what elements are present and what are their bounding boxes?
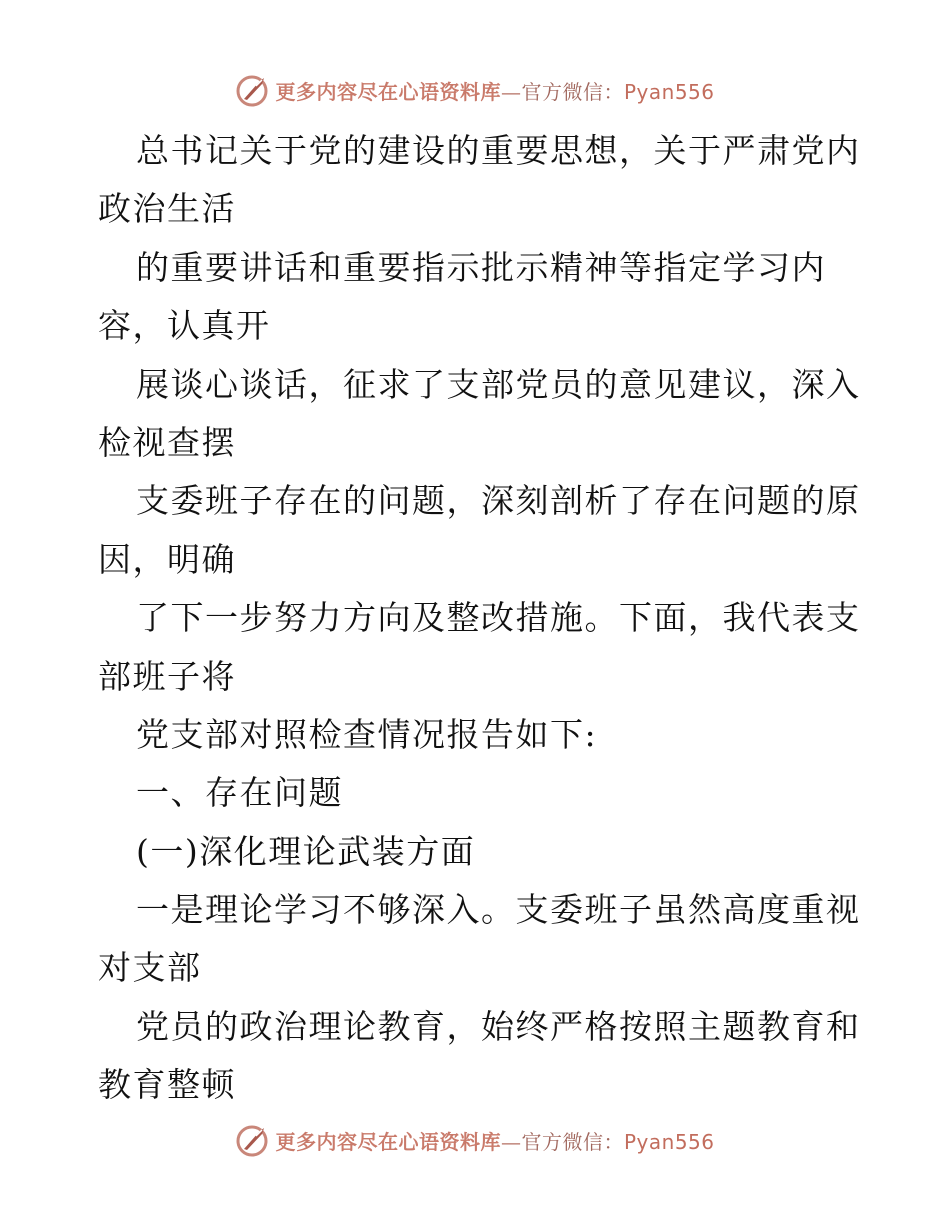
- section-heading: 一、存在问题: [136, 773, 343, 813]
- footer-watermark: [0, 1120, 950, 1160]
- text-line: 了下一步努力方向及整改措施。下面，我代表支: [136, 598, 861, 638]
- watermark-text: [275, 1126, 714, 1155]
- text-line: 的重要讲话和重要指示批示精神等指定学习内: [136, 247, 826, 287]
- text-line: 展谈心谈话，征求了支部党员的意见建议，深入: [136, 364, 861, 404]
- watermark-text: [275, 76, 714, 105]
- text-line: 因，明确: [98, 539, 236, 579]
- text-line: 支委班子存在的问题，深刻剖析了存在问题的原: [136, 481, 861, 521]
- watermark-dash: —: [500, 79, 522, 104]
- watermark-wechat-label: 官方微信：: [521, 79, 624, 104]
- document-body: [98, 122, 861, 1115]
- watermark-dash: —: [500, 1129, 522, 1154]
- text-line: 教育整顿: [98, 1065, 236, 1105]
- subsection-heading: (一)深化理论武装方面: [136, 831, 476, 871]
- quill-logo-icon: [235, 1122, 271, 1158]
- text-line: 检视查摆: [98, 422, 236, 462]
- header-watermark: [0, 70, 950, 110]
- watermark-wechat-id: Pyan556: [623, 1129, 715, 1154]
- text-line: 总书记关于党的建设的重要思想，关于严肃党内: [136, 131, 861, 170]
- quill-logo-icon: [235, 72, 271, 108]
- text-line: 对支部: [98, 948, 202, 988]
- text-line: 一是理论学习不够深入。支委班子虽然高度重视: [136, 890, 861, 930]
- watermark-wechat-label: 官方微信：: [521, 1129, 624, 1154]
- text-line: 党支部对照检查情况报告如下:: [136, 714, 598, 754]
- watermark-brand: 更多内容尽在心语资料库: [275, 79, 501, 104]
- text-line: 部班子将: [98, 656, 236, 696]
- watermark-brand: 更多内容尽在心语资料库: [275, 1129, 501, 1154]
- text-line: 容，认真开: [98, 306, 271, 346]
- watermark-wechat-id: Pyan556: [623, 79, 715, 104]
- text-line: 党员的政治理论教育，始终严格按照主题教育和: [136, 1006, 861, 1046]
- text-line: 政治生活: [98, 189, 236, 229]
